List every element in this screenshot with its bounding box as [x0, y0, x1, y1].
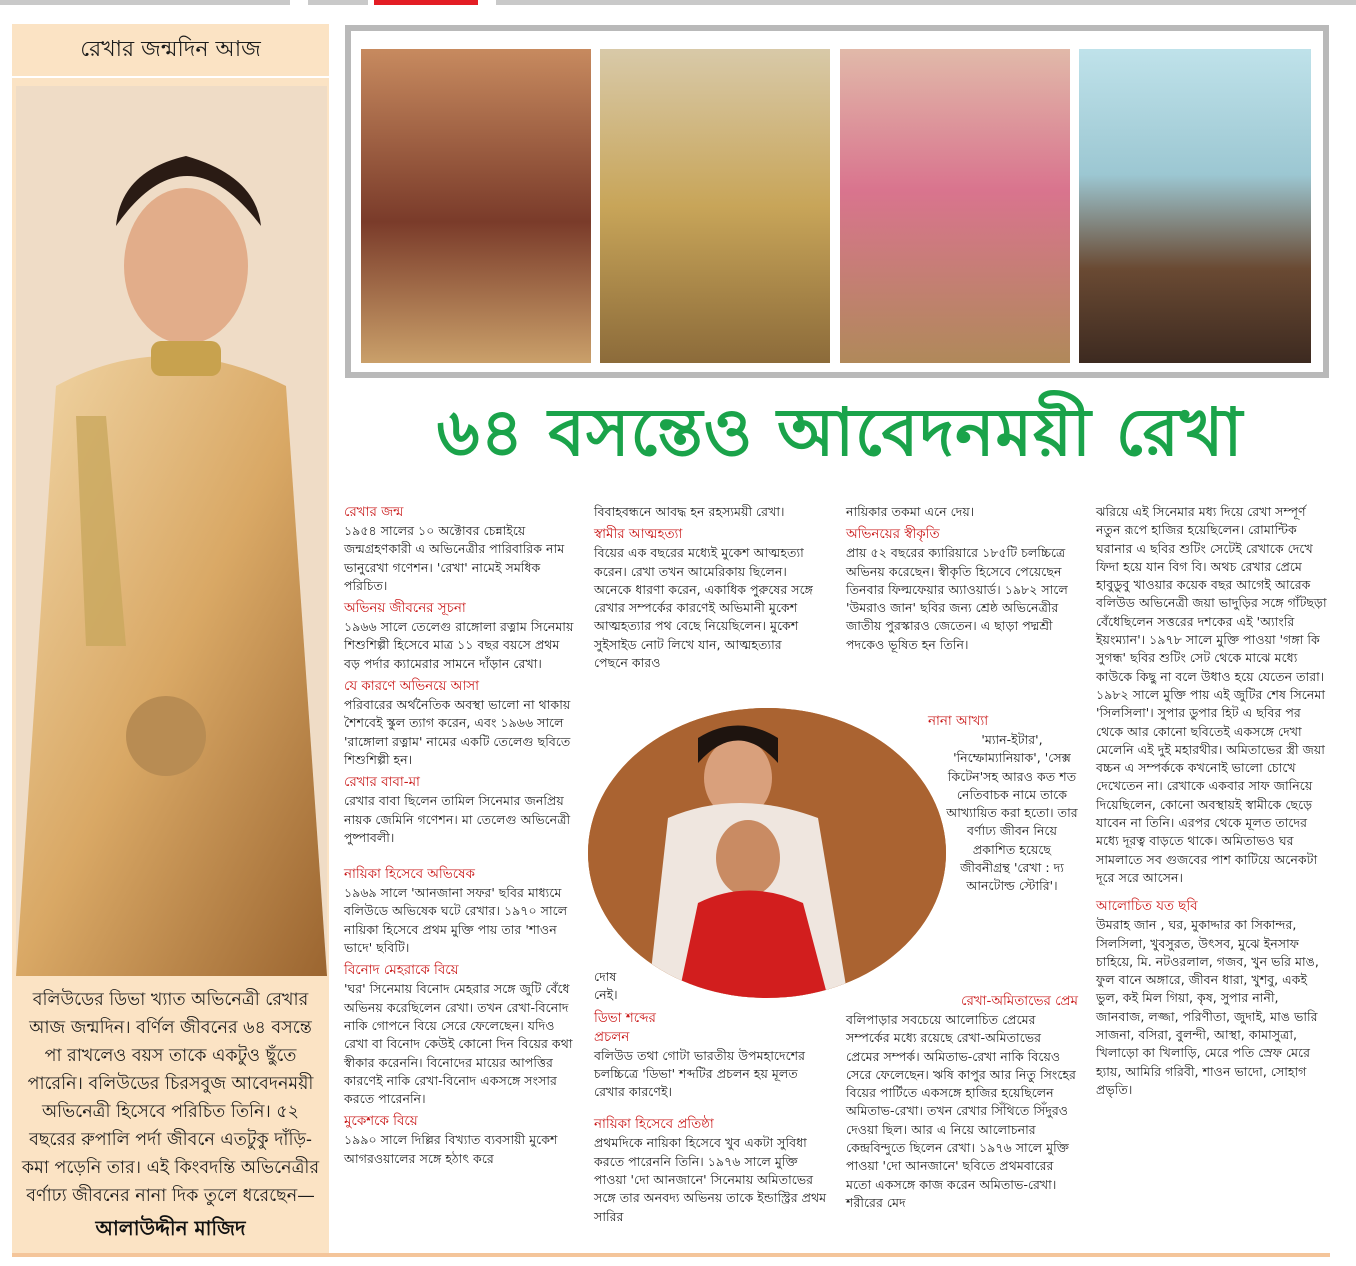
- couple-photo: [588, 708, 946, 998]
- para-birth: ১৯৫৪ সালের ১০ অক্টোবর চেন্নাইয়ে জন্মগ্রহণকারী এ অভিনেত্রীর পারিবারিক নাম ভানুরেখা গণেশন। 'রেখা' নামেই সমধিক পরিচিত।: [344, 523, 565, 593]
- para-heroine-cont: নায়িকার তকমা এনে দেয়।: [846, 504, 975, 519]
- para-love: বলিপাড়ার সবচেয়ে আলোচিত প্রেমের সম্পর্কের মধ্যে রয়েছে রেখা-অমিতাভের প্রেমের সম্পর্ক। অমিতাভ-রেখা নাকি বিয়েও সেরে ফেলেছেন। ঋষি কাপুর আর নিতু সিংহের বিয়ের পার্টিতে একসঙ্গে হাজির হয়েছিলেন অমিতাভ-রেখা। তখন রেখার সিঁথিতে সিঁদুরও দেওয়া ছিল। আর এ নিয়ে আলোচনার কেন্দ্রবিন্দুতে ছিলেন রেখা। ১৯৭৬ সালে মুক্তি পাওয়া 'দো আনজানে' ছবিতে প্রথমবারের মতো একসঙ্গে কাজ করেন অমিতাভ-রেখা। শরীরের মেদ: [846, 1012, 1076, 1210]
- para-recognition: প্রায় ৫২ বছরের ক্যারিয়ারে ১৮৫টি চলচ্চিত্রে অভিনয় করেছেন। স্বীকৃতি হিসেবে পেয়েছেন তিনবার ফিল্মফেয়ার অ্যাওয়ার্ড। ১৯৮২ সালে 'উমরাও জান' ছবির জন্য শ্রেষ্ঠ অভিনেত্রীর জাতীয় পুরস্কারও জেতেন। এ ছাড়া পদ্মশ্রী পদকেও ভূষিত হন তিনি।: [846, 545, 1068, 652]
- para-diva: বলিউড তথা গোটা ভারতীয় উপমহাদেশের চলচ্চিত্রে 'ডিভা' শব্দটির প্রচলন হয় মূলত রেখার কারণেই।: [594, 1047, 806, 1100]
- sidebar-title: রেখার জন্মদিন আজ: [12, 24, 329, 78]
- subhead-love: রেখা-অমিতাভের প্রেম: [961, 994, 1078, 1009]
- bottom-rule: [12, 1253, 1330, 1257]
- column-2: [594, 503, 830, 672]
- subhead-mukesh: মুকেশকে বিয়ে: [344, 1114, 418, 1130]
- subhead-reason: যে কারণে অভিনয়ে আসা: [344, 679, 480, 695]
- para-names: 'ম্যান-ইটার', 'নিম্ফোম্যানিয়াক', 'সেক্স কিটেন'সহ আরও কত শত নেতিবাচক নামে তাকে আখ্যায়িত করা হতো। তার বর্ণাঢ্য জীবন নিয়ে প্রকাশিত হয়েছে জীবনীগ্রন্থ 'রেখা : দ্য আনটোল্ড স্টোরি'।: [946, 732, 1078, 894]
- para-establishment: প্রথমদিকে নায়িকা হিসেবে খুব একটা সুবিধা করতে পারেননি তিনি। ১৯৭৬ সালে মুক্তি পাওয়া 'দো আনজানে' সিনেমায় অমিতাভের সঙ্গে তার অনবদ্য অভিনয় তাকে ইন্ডাস্ট্রির প্রথম সারির: [594, 1135, 827, 1224]
- author-byline: আলাউদ্দীন মাজিদ: [95, 1216, 246, 1240]
- para-vinod: 'ঘর' সিনেমায় বিনোদ মেহরার সঙ্গে জুটি বেঁধে অভিনয় করেছিলেন রেখা। তখন রেখা-বিনোদ নাকি গোপনে বিয়ে সেরে ফেলেছেন। যদিও রেখা বা বিনোদ কেউই কোনো দিন বিয়ের কথা স্বীকার করেননি। বিনোদের মায়ের আপত্তির কারণেই নাকি রেখা-বিনোদ একসঙ্গে সংসার করতে পারেননি।: [344, 981, 573, 1107]
- photo-3: [840, 49, 1070, 363]
- para-parents: রেখার বাবা ছিলেন তামিল সিনেমার জনপ্রিয় নায়ক জেমিনি গণেশন। মা তেলেগু অভিনেত্রী পুষ্পাবলী।: [344, 793, 571, 845]
- photo-1: [361, 49, 591, 363]
- subhead-birth: রেখার জন্ম: [344, 505, 404, 520]
- photo-4: [1079, 49, 1311, 363]
- photo-2: [600, 49, 830, 363]
- para-reason: পরিবারের অর্থনৈতিক অবস্থা ভালো না থাকায় শৈশবেই স্কুল ত্যাগ করেন, এবং ১৯৬৬ সালে 'রাঙ্গোলা রত্নাম' নামের একটি তেলেগু ছবিতে শিশুশিল্পী হন।: [344, 697, 571, 767]
- top-rule-red: [374, 0, 478, 5]
- para-career-start: ১৯৬৬ সালে তেলেগু রাঙ্গোলা রত্নাম সিনেমায় শিশুশিল্পী হিসেবে মাত্র ১১ বছর বয়সে প্রথম বড় পর্দার ক্যামেরার সামনে দাঁড়ান রেখা।: [344, 619, 574, 671]
- sidebar: [12, 24, 329, 1254]
- para-mukesh: ১৯৯০ সালে দিল্লির বিখ্যাত ব্যবসায়ী মুকেশ আগরওয়ালের সঙ্গে হঠাৎ করে: [344, 1132, 558, 1166]
- subhead-suicide: স্বামীর আত্মহত্যা: [594, 527, 683, 543]
- para-marriage-cont: বিবাহবন্ধনে আবদ্ধ হন রহস্যময়ী রেখা।: [594, 504, 785, 519]
- intro-text: বলিউডের ডিভা খ্যাত অভিনেত্রী রেখার আজ জন্মদিন। বর্ণিল জীবনের ৬৪ বসন্তে পা রাখলেও বয়স তাকে একটুও ছুঁতে পারেনি। বলিউডের চিরসবুজ আবেদনময়ী অভিনেত্রী হিসেবে পরিচিত তিনি। ৫২ বছরের রুপালি পর্দা জীবনে এতটুকু দাঁড়ি-কমা পড়েনি তার। এই কিংবদন্তি অভিনেত্রীর বর্ণাঢ্য জীবনের নানা দিক তুলে ধরেছেন—: [21, 990, 320, 1206]
- portrait-illustration: [16, 86, 327, 976]
- portrait-photo: [16, 86, 327, 976]
- column-3-lower: [846, 992, 1078, 1212]
- para-films: উমরাহ জান , ঘর, মুকাদ্দার কা সিকান্দর, সিলসিলা, খুবসুরত, উৎসব, মুঝে ইনসাফ চাহিয়ে, মি. নটওরলাল, গজব, খুন ভরি মাঙ, ফুল বানে অঙ্গারে, জীবন ধারা, খুশবু, একই ভুল, কই মিল গিয়া, কৃষ, সুপার নানী, জানবাজ, লজ্জা, পরিণীতা, জুদাই, মাঙ ভারি সাজনা, বসিরা, বুলন্দী, আস্থা, কামাসুত্রা, খিলাড়ো কা খিলাড়ি, মেরে পতি স্রেফ মেরে হ্যায়, আমিরি গরিবী, শাওন ভাদো, সোহাগ প্রভৃতি।: [1096, 917, 1319, 1097]
- top-rule-right: [496, 0, 1356, 5]
- subhead-vinod: বিনোদ মেহরাকে বিয়ে: [344, 963, 459, 979]
- top-rule-left: [0, 0, 290, 5]
- column-4: [1096, 503, 1328, 1099]
- para-love-cont: ঝরিয়ে এই সিনেমার মধ্য দিয়ে রেখা সম্পূর্ণ নতুন রূপে হাজির হয়েছিলেন। রোমান্টিক ঘরানার এ ছবির শুটিং সেটেই রেখাকে দেখে ফিদা হয়ে যান বিগ বি। অথচ রেখার প্রেমে হাবুডুবু খাওয়ার কয়েক বছর আগেই আরেক বলিউড অভিনেত্রী জয়া ভাদুড়ির সঙ্গে গাঁটছড়া বেঁধেছিলেন সত্তরের দশকের এই 'অ্যাংরি ইয়ংম্যান'। ১৯৭৮ সালে মুক্তি পাওয়া 'গঙ্গা কি সুগন্ধ' ছবির শুটিং সেট থেকে মাঝে মধ্যে কাউকে কিছু না বলে উধাও হয়ে যেতেন তারা। ১৯৮২ সালে মুক্তি পায় এই জুটির শেষ সিনেমা 'সিলসিলা'। সুপার ডুপার হিট এ ছবির পর থেকে আর কোনো ছবিতেই একসঙ্গে দেখা মেলেনি এই দুই মহারথীর। অমিতাভের স্ত্রী জয়া বচ্চন এ সম্পর্ককে কখনোই ভালো চোখে দেখেতেন না। রেখাকে একবার সাফ জানিয়ে দিয়েছিলেন, কোনো অবস্থায়ই স্বামীকে ছেড়ে যাবেন না তিনি। এরপর থেকে মূলত তাদের মধ্যে দূরত্ব বাড়তে থাকে। অমিতাভও ঘর সামলাতে সব গুজবের পাশ কাটিয়ে অনেকটা দূরে সরে আসেন।: [1096, 504, 1327, 885]
- subhead-career-start: অভিনয় জীবনের সূচনা: [344, 601, 466, 617]
- subhead-parents: রেখার বাবা-মা: [344, 775, 420, 791]
- top-rule-mid: [308, 0, 368, 5]
- column-3-names: [928, 712, 1078, 896]
- para-suicide: বিয়ের এক বছরের মধ্যেই মুকেশ আত্মহত্যা করেন। রেখা তখন আমেরিকায় ছিলেন। অনেকে ধারণা করেন, একাধিক পুরুষের সঙ্গে রেখার সম্পর্কের কারণেই অভিমানী মুকেশ আত্মহত্যার পথ বেছে নিয়েছিলেন। মুকেশ সুইসাইড নোট লিখে যান, আত্মহত্যার পেছনে কারও: [594, 545, 813, 671]
- para-debut: ১৯৬৯ সালে 'আনজানা সফর' ছবির মাধ্যমে বলিউডে অভিষেক ঘটে রেখার। ১৯৭০ সালে নায়িকা হিসেবে প্রথম মুক্তি পায় তার 'শাওন ভাদে' ছবিটি।: [344, 885, 568, 956]
- subhead-debut: নায়িকা হিসেবে অভিষেক: [344, 867, 475, 883]
- subhead-films: আলোচিত যত ছবি: [1096, 899, 1198, 915]
- para-suicide-end: দোষ নেই।: [594, 969, 618, 1003]
- column-3: [846, 503, 1078, 654]
- couple-illustration: [588, 708, 946, 998]
- subhead-names: নানা আখ্যা: [928, 714, 989, 729]
- photo-strip: [345, 25, 1329, 378]
- headline: ৬৪ বসন্তেও আবেদনময়ী রেখা: [436, 393, 1244, 471]
- subhead-diva: ডিভা শব্দের প্রচলন: [594, 1010, 656, 1045]
- subhead-recognition: অভিনয়ের স্বীকৃতি: [846, 527, 940, 543]
- column-1: [344, 503, 576, 1168]
- subhead-establishment: নায়িকা হিসেবে প্রতিষ্ঠা: [594, 1117, 714, 1133]
- column-2-lower: [594, 968, 830, 1226]
